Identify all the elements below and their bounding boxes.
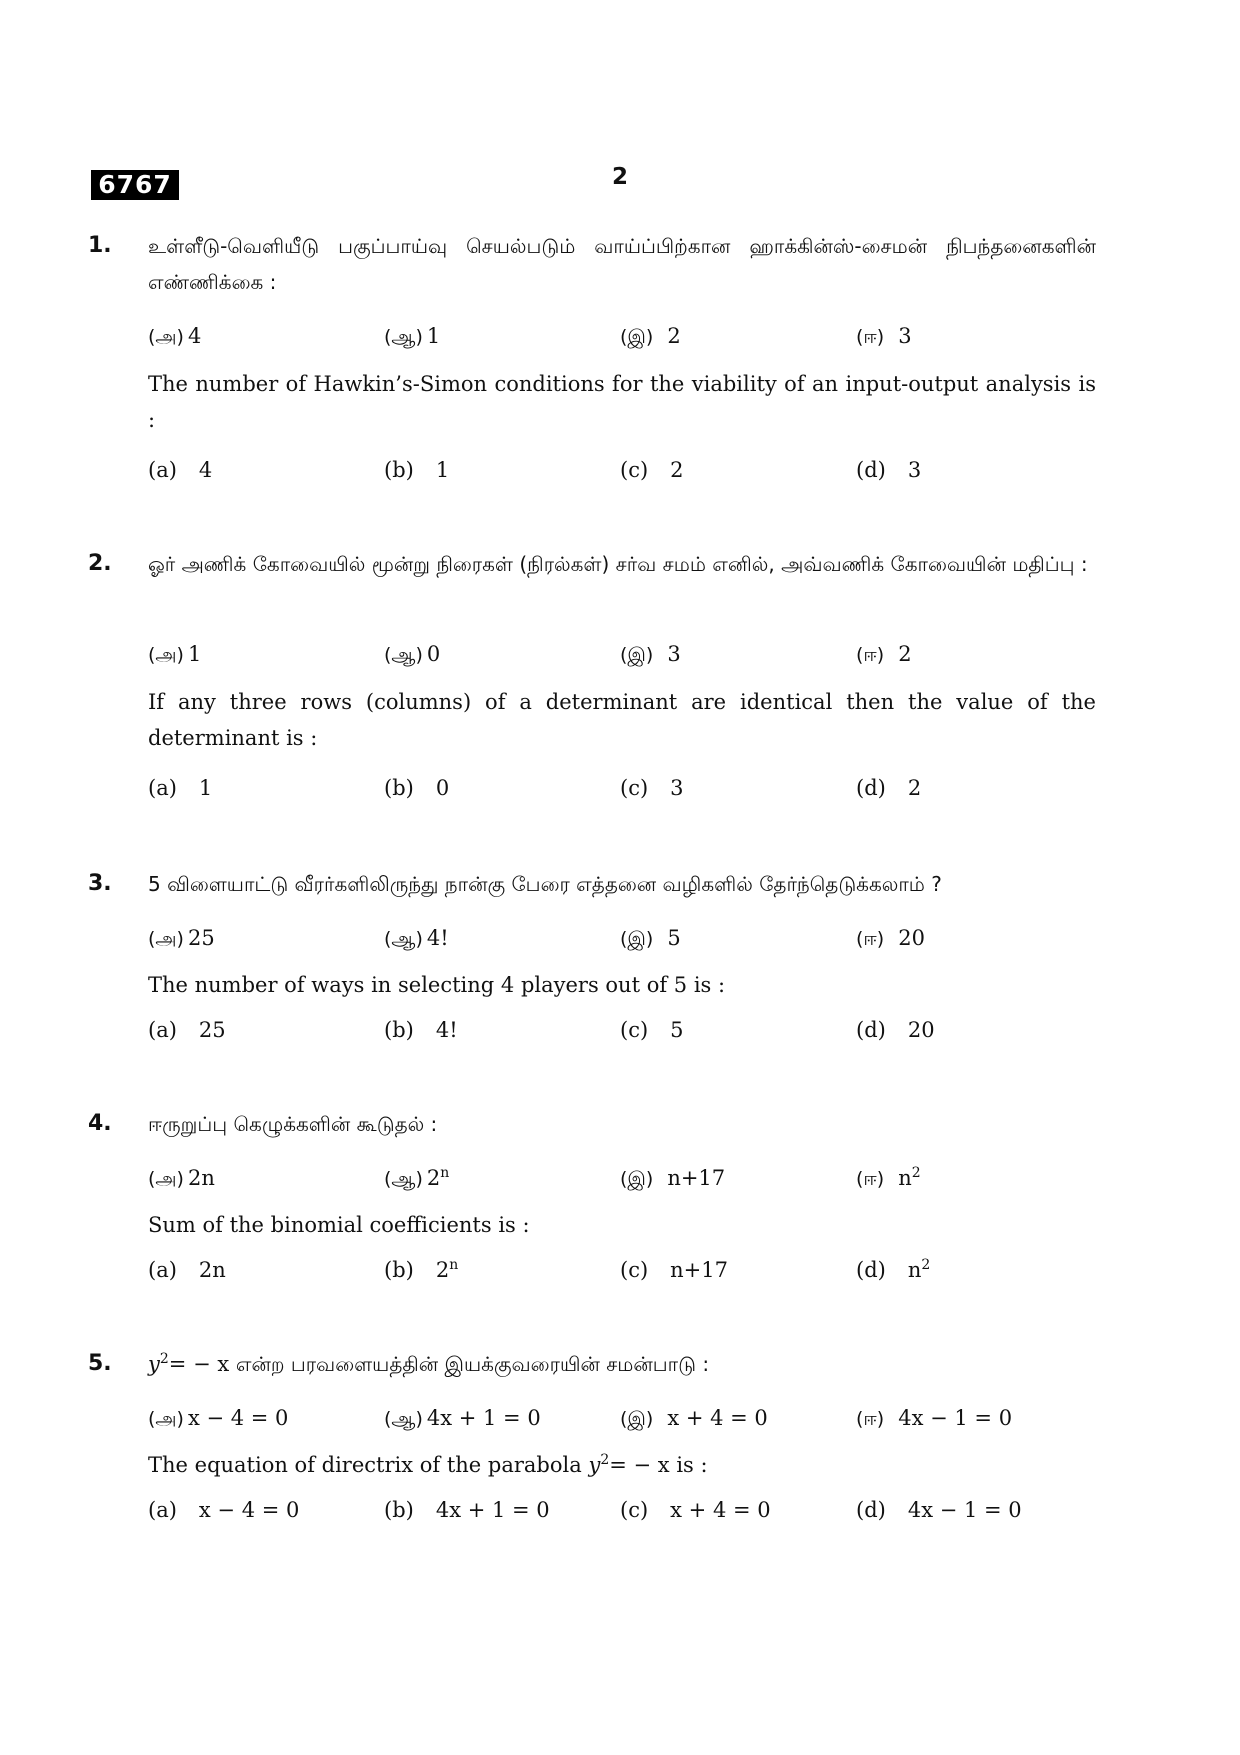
value-base: 2n xyxy=(187,1166,215,1190)
option-value xyxy=(908,1252,930,1288)
option-value: 4x − 1 = 0 xyxy=(898,1406,1013,1430)
option-label: (ஈ) xyxy=(856,1168,885,1190)
option-value xyxy=(898,1160,920,1196)
options-english xyxy=(148,770,1096,806)
options-english xyxy=(148,452,1096,488)
paper-code: 6767 xyxy=(91,170,179,200)
option-label: (c) xyxy=(620,776,649,800)
equation-lhs: y xyxy=(588,1453,601,1477)
value-exponent: n xyxy=(440,1165,450,1181)
option-value: 3 xyxy=(898,324,912,348)
option-value: 20 xyxy=(907,1018,935,1042)
option-label: (b) xyxy=(384,1498,414,1522)
option-label: (a) xyxy=(148,1498,177,1522)
option-value: 25 xyxy=(198,1018,226,1042)
value-base: 2 xyxy=(426,1166,441,1190)
question-text-tamil: 5 விளையாட்டு வீரர்களிலிருந்து நான்கு பேரை எத்தனை வழிகளில் தேர்ந்தெடுக்கலாம் ? xyxy=(148,872,942,896)
option-a xyxy=(148,1012,226,1048)
option-label: (அ) xyxy=(148,644,184,666)
option-label: (ஈ) xyxy=(856,644,885,666)
option-label: (ஈ) xyxy=(856,326,885,348)
option-c-tamil xyxy=(620,636,681,673)
value-base: n+17 xyxy=(670,1258,728,1282)
option-value: 4x − 1 = 0 xyxy=(907,1498,1022,1522)
option-value xyxy=(436,1252,458,1288)
option-b xyxy=(384,770,449,806)
options-english xyxy=(148,1012,1096,1048)
option-b xyxy=(384,1252,458,1288)
option-b xyxy=(384,1012,458,1048)
equation-lhs: y xyxy=(148,1352,160,1376)
value-exponent: 2 xyxy=(921,1257,931,1273)
option-value: 4x + 1 = 0 xyxy=(435,1498,550,1522)
option-value: 4x + 1 = 0 xyxy=(426,1406,541,1430)
option-label: (d) xyxy=(856,1498,886,1522)
option-d xyxy=(856,1012,935,1048)
option-value: x + 4 = 0 xyxy=(670,1498,771,1522)
option-label: (a) xyxy=(148,458,177,482)
option-label: (அ) xyxy=(148,1168,184,1190)
option-d xyxy=(856,452,921,488)
question-text-tamil: ஈருறுப்பு கெழுக்களின் கூடுதல் : xyxy=(148,1112,438,1136)
equation-exponent: 2 xyxy=(600,1452,610,1468)
question-text-english: If any three rows (columns) of a determinant are identical then the value of the determinant is : xyxy=(148,690,1096,750)
value-base: n xyxy=(898,1166,912,1190)
option-value: 5 xyxy=(670,1018,684,1042)
option-value: 2 xyxy=(670,458,684,482)
option-label: (a) xyxy=(148,1258,177,1282)
option-value xyxy=(670,1252,728,1288)
option-c xyxy=(620,770,684,806)
option-value: 4 xyxy=(198,458,213,482)
option-label: (a) xyxy=(148,776,177,800)
option-d-tamil xyxy=(856,318,912,355)
option-b-tamil xyxy=(384,920,449,957)
option-c xyxy=(620,1492,771,1528)
option-label: (ஆ) xyxy=(384,928,423,950)
option-label: (c) xyxy=(620,458,649,482)
option-value: 1 xyxy=(187,642,202,666)
question-number: 3. xyxy=(88,871,112,896)
option-value: 1 xyxy=(435,458,450,482)
option-a xyxy=(148,1492,299,1528)
option-label: (ஈ) xyxy=(856,928,885,950)
question-text-english xyxy=(148,1447,1096,1483)
value-exponent: n xyxy=(449,1257,459,1273)
option-label: (அ) xyxy=(148,326,184,348)
option-label: (ஆ) xyxy=(384,1168,423,1190)
option-c xyxy=(620,452,684,488)
option-value: 3 xyxy=(670,776,684,800)
question-text-tamil xyxy=(148,1346,1096,1382)
option-b xyxy=(384,452,449,488)
option-value: 4 xyxy=(187,324,202,348)
option-c xyxy=(620,1252,728,1288)
option-a xyxy=(148,770,212,806)
english-text-before: The equation of directrix of the parabola xyxy=(148,1453,582,1477)
option-value: 2 xyxy=(667,324,681,348)
option-value: 5 xyxy=(667,926,681,950)
question-text-english: The number of Hawkin’s-Simon conditions for the viability of an input-output analysis is : xyxy=(148,372,1096,432)
option-value: 2 xyxy=(907,776,922,800)
tamil-text: என்ற பரவளையத்தின் இயக்குவரையின் சமன்பாடு : xyxy=(235,1352,710,1376)
page-number: 2 xyxy=(611,164,628,190)
options-tamil xyxy=(148,318,1096,354)
question-text-english: The number of ways in selecting 4 players out of 5 is : xyxy=(148,973,726,997)
option-d-tamil xyxy=(856,1160,921,1197)
option-b-tamil xyxy=(384,1400,541,1437)
option-label: (d) xyxy=(856,458,886,482)
option-label: (அ) xyxy=(148,1408,184,1430)
option-value: 3 xyxy=(907,458,922,482)
option-a xyxy=(148,1252,226,1288)
option-label: (ஈ) xyxy=(856,1408,885,1430)
value-base: 2 xyxy=(435,1258,450,1282)
options-tamil xyxy=(148,636,1096,672)
value-base: n xyxy=(907,1258,922,1282)
option-label: (c) xyxy=(620,1258,649,1282)
option-label: (ஆ) xyxy=(384,644,423,666)
options-tamil xyxy=(148,1400,1096,1436)
option-label: (d) xyxy=(856,776,886,800)
option-label: (d) xyxy=(856,1258,886,1282)
option-a-tamil xyxy=(148,1400,288,1437)
equation-exponent: 2 xyxy=(159,1351,169,1367)
option-value: 4! xyxy=(435,1018,458,1042)
option-value: 25 xyxy=(187,926,215,950)
option-value: 0 xyxy=(426,642,441,666)
option-a-tamil xyxy=(148,920,215,957)
option-value xyxy=(188,1160,215,1196)
option-value: x + 4 = 0 xyxy=(667,1406,768,1430)
option-value: 20 xyxy=(898,926,925,950)
question-number: 4. xyxy=(88,1111,112,1136)
option-label: (இ) xyxy=(620,1168,654,1190)
option-c-tamil xyxy=(620,318,681,355)
option-value: x − 4 = 0 xyxy=(187,1406,289,1430)
option-a-tamil xyxy=(148,318,201,355)
option-label: (இ) xyxy=(620,644,654,666)
option-value: 1 xyxy=(198,776,213,800)
question-number: 5. xyxy=(88,1351,112,1376)
option-a-tamil xyxy=(148,1160,215,1197)
equation xyxy=(148,1352,229,1376)
option-label: (ஆ) xyxy=(384,326,423,348)
equation-rhs: = − x xyxy=(168,1352,230,1376)
option-c-tamil xyxy=(620,1160,725,1197)
option-value xyxy=(427,1160,449,1196)
option-value: 4! xyxy=(426,926,449,950)
option-label: (b) xyxy=(384,1258,414,1282)
equation-rhs: = − x xyxy=(609,1453,670,1477)
option-label: (இ) xyxy=(620,928,654,950)
option-b xyxy=(384,1492,550,1528)
option-d xyxy=(856,770,921,806)
option-value: 0 xyxy=(435,776,450,800)
option-label: (c) xyxy=(620,1498,649,1522)
option-c xyxy=(620,1012,684,1048)
option-d xyxy=(856,1252,930,1288)
option-d-tamil xyxy=(856,636,912,673)
option-label: (இ) xyxy=(620,1408,654,1430)
value-base: n+17 xyxy=(667,1166,726,1190)
option-d xyxy=(856,1492,1022,1528)
option-d-tamil xyxy=(856,920,925,957)
question-number: 2. xyxy=(88,551,112,576)
question-text-tamil: உள்ளீடு-வெளியீடு பகுப்பாய்வு செயல்படும் வாய்ப்பிற்கான ஹாக்கின்ஸ்-சைமன் நிபந்தனைகளின் எண்ணிக்கை : xyxy=(148,234,1096,294)
english-text-after: is : xyxy=(676,1453,708,1477)
option-label: (அ) xyxy=(148,928,184,950)
option-label: (b) xyxy=(384,458,414,482)
option-c-tamil xyxy=(620,920,681,957)
option-value: 2 xyxy=(898,642,912,666)
option-value: 3 xyxy=(667,642,681,666)
option-value: x − 4 = 0 xyxy=(198,1498,300,1522)
option-c-tamil xyxy=(620,1400,768,1437)
option-label: (a) xyxy=(148,1018,177,1042)
option-label: (c) xyxy=(620,1018,649,1042)
options-tamil xyxy=(148,920,1096,956)
options-english xyxy=(148,1252,1096,1288)
option-label: (b) xyxy=(384,776,414,800)
option-value xyxy=(199,1252,226,1288)
question-text-english: Sum of the binomial coefficients is : xyxy=(148,1213,530,1237)
value-exponent: 2 xyxy=(911,1165,921,1181)
option-b-tamil xyxy=(384,318,440,355)
options-tamil xyxy=(148,1160,1096,1196)
option-label: (b) xyxy=(384,1018,414,1042)
question-text-tamil: ஓர் அணிக் கோவையில் மூன்று நிரைகள் (நிரல்கள்) சர்வ சமம் எனில், அவ்வணிக் கோவையின் மதிப்பு : xyxy=(148,552,1088,576)
value-base: 2n xyxy=(198,1258,226,1282)
option-label: (d) xyxy=(856,1018,886,1042)
option-d-tamil xyxy=(856,1400,1012,1437)
question-number: 1. xyxy=(88,233,112,258)
option-a-tamil xyxy=(148,636,201,673)
option-b-tamil xyxy=(384,1160,449,1197)
option-label: (ஆ) xyxy=(384,1408,423,1430)
option-value xyxy=(667,1160,725,1196)
option-value: 1 xyxy=(426,324,441,348)
option-label: (இ) xyxy=(620,326,654,348)
option-b-tamil xyxy=(384,636,440,673)
option-a xyxy=(148,452,212,488)
options-english xyxy=(148,1492,1096,1528)
equation-inline xyxy=(588,1453,669,1477)
